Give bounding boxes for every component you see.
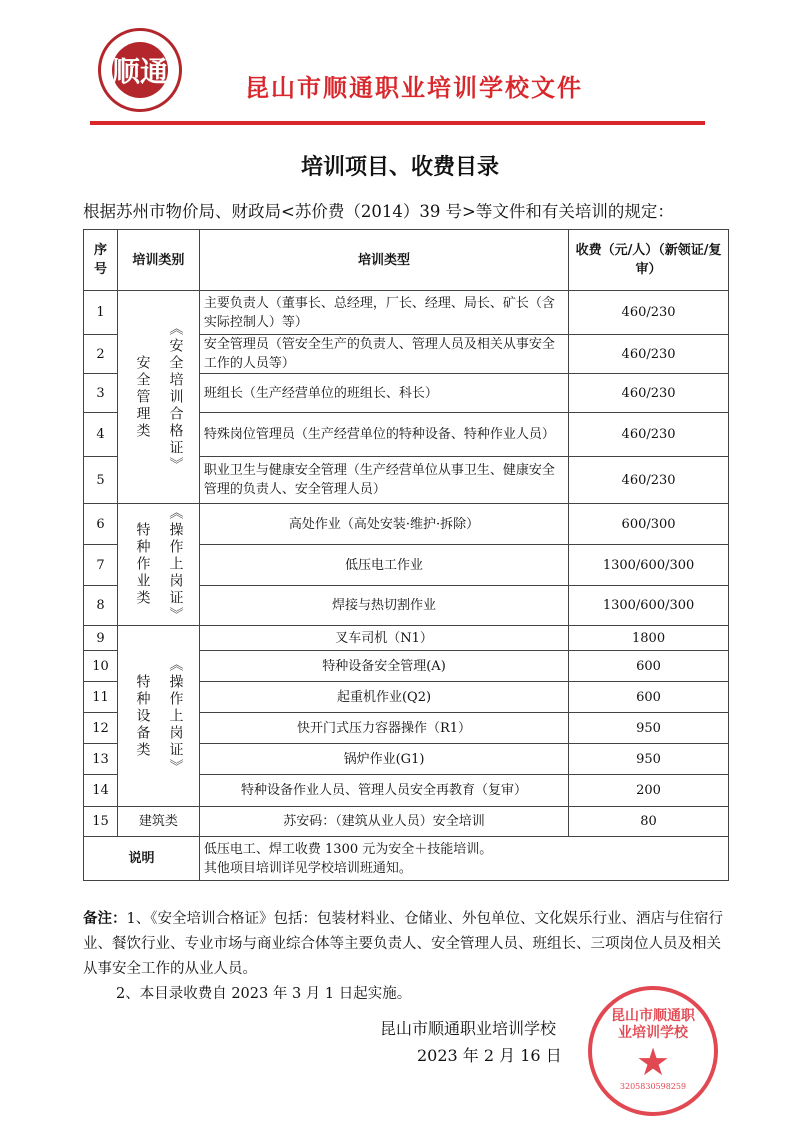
remark-label: 备注： [83, 911, 127, 927]
row-seq: 15 [84, 807, 118, 837]
category-cell [117, 504, 199, 626]
category-cell: 建筑类 [117, 807, 199, 837]
row-fee: 80 [569, 807, 729, 837]
row-fee: 460/230 [569, 335, 729, 374]
category-name: 安全管理类 [134, 354, 151, 440]
note-row [84, 837, 729, 881]
category-name: 特种作业类 [134, 522, 151, 607]
row-type: 安全管理员（管安全生产的负责人、管理人员及相关从事安全工作的人员等） [199, 335, 568, 374]
row-fee: 460/230 [569, 457, 729, 504]
row-seq: 10 [84, 651, 118, 682]
row-fee: 600 [569, 651, 729, 682]
row-type: 快开门式压力容器操作（R1） [199, 713, 568, 744]
certificate-name: 《操作上岗证》 [167, 656, 184, 776]
remark-1 [83, 907, 733, 982]
row-seq: 7 [84, 545, 118, 586]
row-seq: 14 [84, 775, 118, 807]
row-type: 特种设备作业人员、管理人员安全再教育（复审） [199, 775, 568, 807]
row-seq: 2 [84, 335, 118, 374]
note-line: 低压电工、焊工收费 1300 元为安全＋技能培训。 [203, 841, 493, 857]
row-type: 低压电工作业 [199, 545, 568, 586]
row-seq: 11 [84, 682, 118, 713]
intro-text: 根据苏州市物价局、财政局<苏价费（2014）39 号>等文件和有关培训的规定： [83, 202, 674, 221]
row-seq: 1 [84, 291, 118, 335]
row-type: 职业卫生与健康安全管理（生产经营单位从事卫生、健康安全管理的负责人、安全管理人员） [199, 457, 568, 504]
row-fee: 1300/600/300 [569, 545, 729, 586]
row-seq: 13 [84, 744, 118, 775]
row-fee: 600/300 [569, 504, 729, 545]
header-divider [90, 121, 705, 125]
header-category: 培训类别 [117, 230, 199, 291]
row-seq: 6 [84, 504, 118, 545]
fee-table [83, 229, 729, 881]
row-seq: 8 [84, 586, 118, 626]
certificate-name: 《操作上岗证》 [167, 505, 184, 624]
star-icon: ★ [635, 1040, 671, 1084]
row-fee: 950 [569, 744, 729, 775]
row-type: 特殊岗位管理员（生产经营单位的特种设备、特种作业人员） [199, 413, 568, 457]
row-seq: 3 [84, 374, 118, 413]
page-title: 培训项目、收费目录 [300, 155, 499, 180]
signature [380, 1015, 562, 1069]
row-type: 焊接与热切割作业 [199, 586, 568, 626]
note-label: 说明 [84, 837, 200, 881]
row-fee: 600 [569, 682, 729, 713]
row-type: 班组长（生产经营单位的班组长、科长） [199, 374, 568, 413]
category-cell [117, 291, 199, 504]
note-line: 其他项目培训详见学校培训班通知。 [203, 860, 412, 876]
category-cell [117, 626, 199, 807]
seal-number: 3205830598259 [619, 1082, 687, 1091]
category-name: 特种设备类 [134, 673, 151, 759]
row-seq: 12 [84, 713, 118, 744]
logo-mark: 顺通 [112, 42, 168, 98]
row-seq: 4 [84, 413, 118, 457]
row-fee: 460/230 [569, 413, 729, 457]
row-type: 苏安码：（建筑从业人员）安全培训 [199, 807, 568, 837]
table-row [84, 626, 729, 651]
official-seal [588, 986, 718, 1116]
certificate-name: 《安全培训合格证》 [167, 320, 184, 474]
remark-1-text: 1、《安全培训合格证》包括：包装材料业、仓储业、外包单位、文化娱乐行业、酒店与住宿行业、餐饮行业、专业市场与商业综合体等主要负责人、安全管理人员、班组长、三项岗位人员及相关从事安全工作的从业人员。 [83, 911, 723, 977]
header-seq: 序号 [84, 230, 118, 291]
school-document-title: 昆山市顺通职业培训学校文件 [245, 74, 583, 102]
signature-date: 2023 年 2 月 16 日 [417, 1046, 562, 1065]
table-header-row [84, 230, 729, 291]
row-seq: 9 [84, 626, 118, 651]
row-fee: 1800 [569, 626, 729, 651]
remark-2: 2、本目录收费自 2023 年 3 月 1 日起实施。 [116, 986, 412, 1002]
header-type: 培训类型 [199, 230, 568, 291]
row-type: 特种设备安全管理(A) [199, 651, 568, 682]
row-type: 高处作业（高处安装·维护·拆除） [199, 504, 568, 545]
table-row [84, 807, 729, 837]
row-fee: 460/230 [569, 291, 729, 335]
table-row [84, 291, 729, 335]
row-type: 叉车司机（N1） [199, 626, 568, 651]
header-fee: 收费（元/人）（新领证/复审） [569, 230, 729, 291]
row-fee: 950 [569, 713, 729, 744]
table-row [84, 504, 729, 545]
row-type: 主要负责人（董事长、总经理，厂长、经理、局长、矿长（含实际控制人）等） [199, 291, 568, 335]
school-logo [98, 28, 182, 112]
row-fee: 200 [569, 775, 729, 807]
row-type: 起重机作业(Q2) [199, 682, 568, 713]
signature-org: 昆山市顺通职业培训学校 [380, 1019, 557, 1038]
note-text [199, 837, 728, 881]
row-fee: 460/230 [569, 374, 729, 413]
row-seq: 5 [84, 457, 118, 504]
row-fee: 1300/600/300 [569, 586, 729, 626]
seal-text: 昆山市顺通职业培训学校 [611, 1008, 695, 1041]
row-type: 锅炉作业(G1) [199, 744, 568, 775]
